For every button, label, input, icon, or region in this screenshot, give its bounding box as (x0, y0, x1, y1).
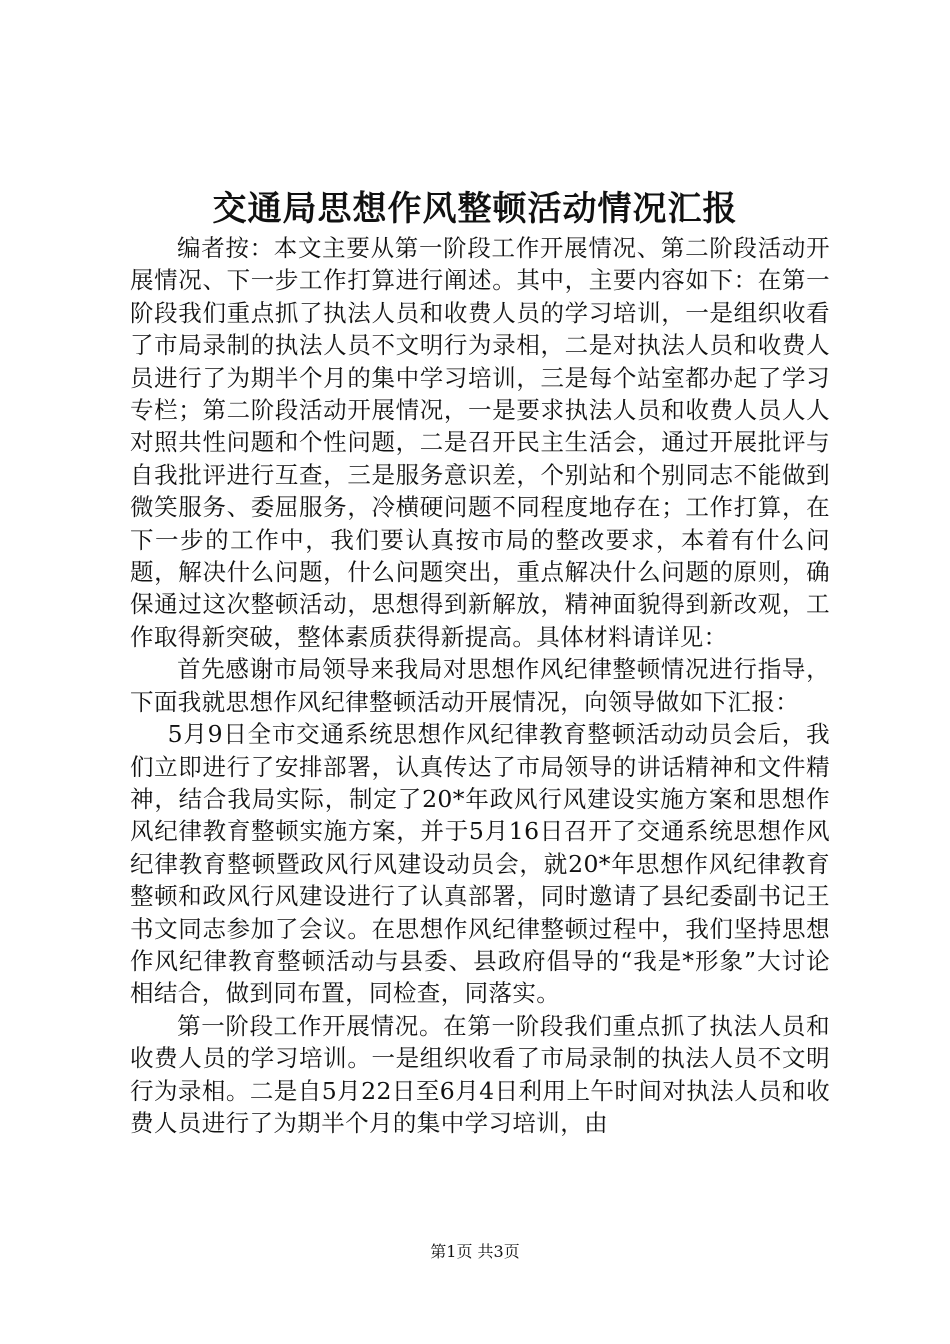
document-title: 交通局思想作风整顿活动情况汇报 (212, 189, 738, 229)
editor-note-paragraph: 编者按：本文主要从第一阶段工作开展情况、第二阶段活动开展情况、下一步工作打算进行阐述。其中，主要内容如下：在第一阶段我们重点抓了执法人员和收费人员的学习培训，一是组织收看了市局录制的执法人员不文明行为录相，二是对执法人员和收费人员进行了为期半个月的集中学习培训，三是每个站室都办起了学习专栏；第二阶段活动开展情况，一是要求执法人员和收费人员人人对照共性问题和个性问题，二是召开民主生活会，通过开展批评与自我批评进行互查，三是服务意识差，个别站和个别同志不能做到微笑服务、委屈服务，冷横硬问题不同程度地存在；工作打算，在下一步的工作中，我们要认真按市局的整改要求，本着有什么问题，解决什么问题，什么问题突出，重点解决什么问题的原则，确保通过这次整顿活动，思想得到新解放，精神面貌得到新改观，工作取得新突破，整体素质获得新提高。具体材料请详见： (130, 234, 830, 651)
document-body (130, 232, 830, 1139)
meeting-paragraph: 5月9日全市交通系统思想作风纪律教育整顿活动动员会后，我们立即进行了安排部署，认真传达了市局领导的讲话精神和文件精神，结合我局实际，制定了20*年政风行风建设实施方案和思想作风纪律教育整顿实施方案，并于5月16日召开了交通系统思想作风纪律教育整顿暨政风行风建设动员会，就20*年思想作风纪律教育整顿和政风行风建设进行了认真部署，同时邀请了县纪委副书记王书文同志参加了会议。在思想作风纪律整顿过程中，我们坚持思想作风纪律教育整顿活动与县委、县政府倡导的“我是*形象”大讨论相结合，做到同布置，同检查，同落实。 (130, 720, 830, 1008)
first-stage-paragraph: 第一阶段工作开展情况。在第一阶段我们重点抓了执法人员和收费人员的学习培训。一是组织收看了市局录制的执法人员不文明行为录相。二是自5月22日至6月4日利用上午时间对执法人员和收费人员进行了为期半个月的集中学习培训，由 (130, 1011, 830, 1137)
opening-paragraph: 首先感谢市局领导来我局对思想作风纪律整顿情况进行指导，下面我就思想作风纪律整顿活动开展情况，向领导做如下汇报： (130, 655, 830, 716)
page-number-footer: 第1页 共3页 (430, 1242, 520, 1261)
